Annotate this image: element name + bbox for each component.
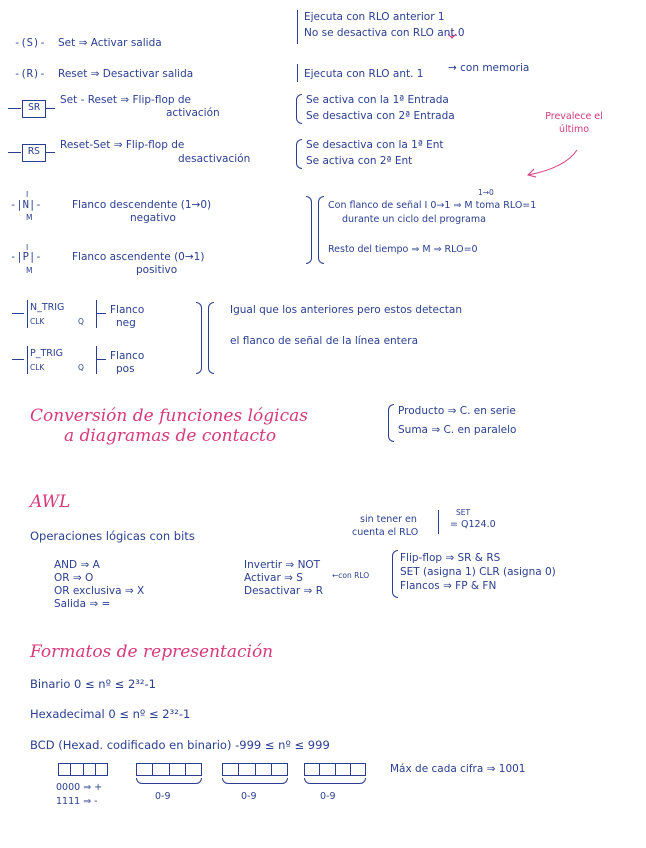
ntrig-desc-2: neg xyxy=(116,317,136,329)
flanco-arrow-note: 1→0 xyxy=(478,188,494,197)
awl-op-xor: OR exclusiva ⇒ X xyxy=(54,585,145,597)
conversion-brace xyxy=(388,404,394,442)
sr-box: SR xyxy=(22,100,46,118)
awl-right-1: Flip-flop ⇒ SR & RS xyxy=(400,552,501,564)
ptrig-desc-1: Flanco xyxy=(110,350,145,362)
trig-note-2: el flanco de señal de la línea entera xyxy=(230,335,419,347)
conversion-title: Conversión de funciones lógicas xyxy=(30,406,308,426)
awl-op-reset: Desactivar ⇒ R xyxy=(244,585,323,597)
awl-op-and: AND ⇒ A xyxy=(54,559,100,571)
rs-description: Reset-Set ⇒ Flip-flop de xyxy=(60,139,185,151)
n-memory-label: M xyxy=(26,213,33,222)
set-coil-symbol: -(S)- xyxy=(14,37,46,49)
awl-op-set: Activar ⇒ S xyxy=(244,572,303,584)
p-memory-label: M xyxy=(26,266,33,275)
ntrig-box-left xyxy=(27,300,28,328)
bcd-sign-minus: 1111 ⇒ - xyxy=(56,796,98,807)
awl-note-rlo: cuenta el RLO xyxy=(352,527,419,538)
flanco-note-1: Con flanco de señal I 0→1 ⇒ M toma RLO=1 xyxy=(328,200,537,211)
ntrig-wire-right xyxy=(96,313,106,314)
conversion-item-1: Producto ⇒ C. en serie xyxy=(398,405,516,417)
trig-brace xyxy=(196,302,202,374)
set-description: Set ⇒ Activar salida xyxy=(58,37,162,49)
reset-note-memory: → con memoria xyxy=(448,62,530,74)
rs-box: RS xyxy=(22,144,46,162)
awl-right-2: SET (asigna 1) CLR (asigna 0) xyxy=(400,566,556,578)
awl-set-label: SET xyxy=(456,508,471,517)
bcd-range-3: 0-9 xyxy=(320,791,336,802)
rs-description-2: desactivación xyxy=(178,153,251,165)
ptrig-desc-2: pos xyxy=(116,363,135,375)
awl-set-value: = Q124.0 xyxy=(450,519,496,530)
rs-note-2: Se activa con 2ª Ent xyxy=(306,155,413,167)
ptrig-wire-left xyxy=(12,359,24,360)
awl-op-salida: Salida ⇒ = xyxy=(54,598,111,610)
ntrig-wire-left xyxy=(12,313,24,314)
ptrig-name: P_TRIG xyxy=(30,348,64,359)
sr-note-2: Se desactiva con 2ª Entrada xyxy=(306,110,455,122)
set-note-2: No se desactiva con RLO ant.0 xyxy=(304,27,465,39)
bcd-sign-plus: 0000 ⇒ + xyxy=(56,782,103,793)
formato-hexadecimal: Hexadecimal 0 ≤ nº ≤ 2³²-1 xyxy=(30,707,191,721)
sr-description: Set - Reset ⇒ Flip-flop de xyxy=(60,94,192,106)
set-divider xyxy=(297,10,298,44)
bcd-max-cifra: Máx de cada cifra ⇒ 1001 xyxy=(390,763,526,775)
awl-note-divider xyxy=(438,510,439,534)
sr-note-1: Se activa con la 1ª Entrada xyxy=(306,94,449,106)
prevalece-note: Prevalece el último xyxy=(545,111,603,135)
flanco-note-2: durante un ciclo del programa xyxy=(342,214,486,225)
sr-wire-right xyxy=(45,108,55,109)
ntrig-q: Q xyxy=(78,317,84,326)
awl-heading: AWL xyxy=(30,492,71,512)
rs-brace xyxy=(296,139,302,169)
bcd-bracket-3 xyxy=(304,778,366,784)
rs-wire-left xyxy=(8,152,21,153)
awl-right-brace xyxy=(392,550,398,598)
bcd-range-1: 0-9 xyxy=(155,791,171,802)
p-description-2: positivo xyxy=(136,264,178,276)
awl-note-sin: sin tener en xyxy=(360,514,417,525)
flanco-note-3: Resto del tiempo ⇒ M ⇒ RLO=0 xyxy=(328,244,478,255)
n-input-label: I xyxy=(26,190,29,199)
ptrig-wire-right xyxy=(96,359,106,360)
rs-wire-right xyxy=(45,152,55,153)
ntrig-clk: CLK xyxy=(30,317,45,326)
formato-binario: Binario 0 ≤ nº ≤ 2³²-1 xyxy=(30,677,156,691)
p-contact-symbol: -|P|- xyxy=(10,251,42,263)
sr-description-2: activación xyxy=(166,107,220,119)
n-contact-symbol: -|N|- xyxy=(10,199,42,211)
conversion-item-2: Suma ⇒ C. en paralelo xyxy=(398,424,517,436)
conversion-title-2: a diagramas de contacto xyxy=(64,426,277,446)
reset-description: Reset ⇒ Desactivar salida xyxy=(58,68,194,80)
rs-note-1: Se desactiva con la 1ª Ent xyxy=(306,139,444,151)
bcd-bracket-1 xyxy=(136,778,202,784)
trig-note-1: Igual que los anteriores pero estos detectan xyxy=(230,304,462,316)
ntrig-box-right xyxy=(96,300,97,328)
awl-subheading: Operaciones lógicas con bits xyxy=(30,529,195,543)
awl-right-3: Flancos ⇒ FP & FN xyxy=(400,580,497,592)
bcd-range-2: 0-9 xyxy=(241,791,257,802)
formato-bcd: BCD (Hexad. codificado en binario) -999 ≤ nº ≤ 999 xyxy=(30,738,330,752)
set-note-1: Ejecuta con RLO anterior 1 xyxy=(304,11,445,23)
awl-op-or: OR ⇒ O xyxy=(54,572,94,584)
ntrig-name: N_TRIG xyxy=(30,302,65,313)
reset-note: Ejecuta con RLO ant. 1 xyxy=(304,68,424,80)
ptrig-clk: CLK xyxy=(30,363,45,372)
ntrig-desc-1: Flanco xyxy=(110,304,145,316)
bcd-bracket-2 xyxy=(222,778,288,784)
bcd-sign-nibble xyxy=(58,763,108,776)
awl-op-not: Invertir ⇒ NOT xyxy=(244,559,321,571)
sr-brace xyxy=(296,94,302,124)
formatos-heading: Formatos de representación xyxy=(30,642,274,662)
awl-con-rlo: ←con RLO xyxy=(332,571,370,580)
n-description: Flanco descendente (1→0) xyxy=(72,199,212,211)
trig-brace-2 xyxy=(208,302,214,374)
bcd-digit-1 xyxy=(136,763,202,776)
flancos-brace xyxy=(306,196,312,264)
prevalece-arrow xyxy=(528,150,577,177)
ptrig-box-right xyxy=(96,346,97,374)
p-input-label: I xyxy=(26,243,29,252)
reset-coil-symbol: -(R)- xyxy=(14,68,46,80)
reset-divider xyxy=(297,64,298,82)
bcd-digit-2 xyxy=(222,763,288,776)
p-description: Flanco ascendente (0→1) xyxy=(72,251,205,263)
flancos-brace-2 xyxy=(318,196,324,264)
bcd-digit-3 xyxy=(304,763,366,776)
sr-wire-left xyxy=(8,108,21,109)
ptrig-box-left xyxy=(27,346,28,374)
ptrig-q: Q xyxy=(78,363,84,372)
n-description-2: negativo xyxy=(130,212,176,224)
